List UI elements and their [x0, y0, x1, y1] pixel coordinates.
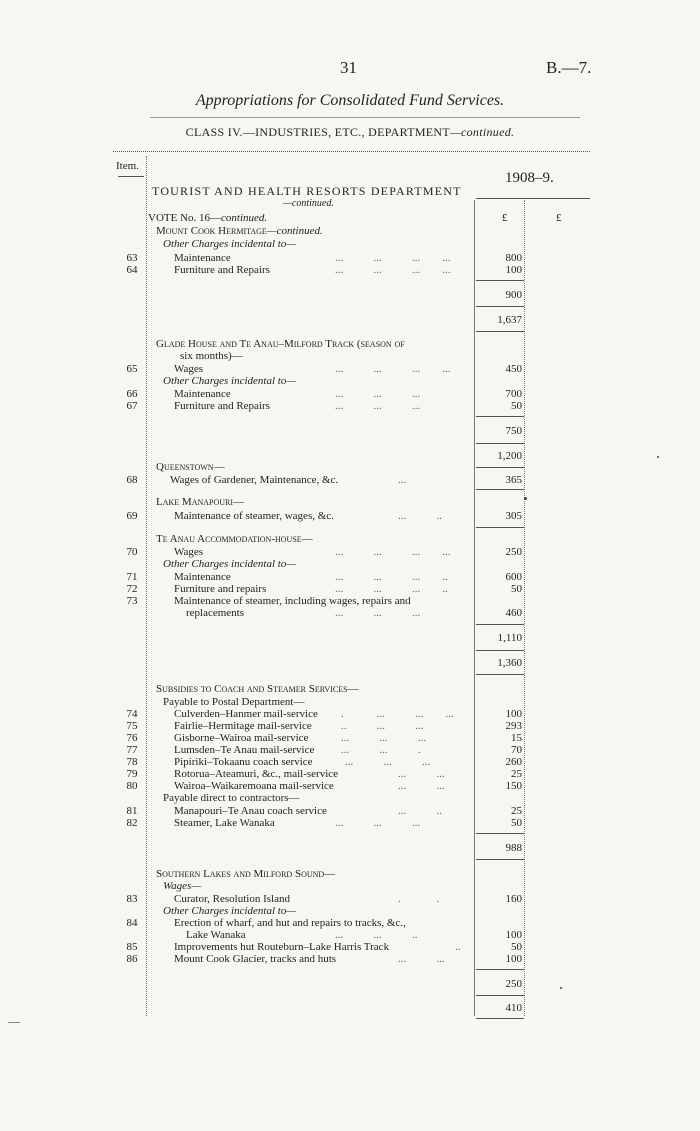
subtotal-amount: 1,110 [497, 632, 522, 644]
pound-sign-column-2: £ [556, 212, 562, 224]
list-item: 67 Furniture and Repairs ... ... ... 50 [126, 400, 522, 412]
total-rule [476, 995, 524, 996]
total-rule [476, 306, 524, 307]
document-code: B.—7. [546, 58, 592, 77]
total-rule [476, 527, 524, 528]
total-rule [476, 331, 524, 332]
total-amount: 1,360 [497, 657, 522, 669]
total-rule [476, 443, 524, 444]
list-item: 80 Wairoa–Waikaremoana mail-service ... ... 150 [126, 780, 522, 792]
subheading-other-charges: Other Charges incidental to— [163, 558, 297, 570]
item-header-underline [118, 176, 144, 177]
section-heading-te-anau: Te Anau Accommodation-house— [156, 533, 313, 545]
subtotal-amount: 900 [505, 289, 522, 301]
subtotal-amount: 250 [505, 978, 522, 990]
ink-dot [524, 497, 527, 500]
list-item: 71 Maintenance ... ... ... .. 600 [126, 571, 522, 583]
pound-sign-column-1: £ [502, 212, 508, 224]
subheading-wages: Wages— [163, 880, 202, 892]
list-item: 66 Maintenance ... ... ... 700 [126, 388, 522, 400]
section-heading-glade-house-cont: six months)— [180, 350, 243, 362]
total-rule [476, 650, 524, 651]
list-item: 75 Fairlie–Hermitage mail-service .. ... ... 293 [126, 720, 522, 732]
list-item: 63 Maintenance ... ... ... ... 800 [126, 252, 522, 264]
margin-mark [8, 1022, 20, 1023]
total-rule [476, 833, 524, 834]
title-rule [150, 117, 580, 118]
list-item: 86 Mount Cook Glacier, tracks and huts ... ... 100 [126, 953, 522, 965]
item-column-header: Item. [116, 160, 139, 172]
subheading-postal: Payable to Postal Department— [163, 696, 305, 708]
list-item: replacements ... ... ... 460 [186, 607, 522, 619]
subheading-other-charges: Other Charges incidental to— [163, 238, 297, 250]
list-item: 74 Culverden–Hanmer mail-service . ... ... ... 100 [126, 708, 522, 720]
list-item: Lake Wanaka ... ... .. 100 [186, 929, 522, 941]
subheading-direct-contractors: Payable direct to contractors— [163, 792, 300, 804]
list-item: 78 Pipiriki–Tokaanu coach service ... ... ... 260 [126, 756, 522, 768]
subtotal-rule [476, 969, 524, 970]
section-heading-queenstown: Queenstown— [156, 461, 225, 473]
vote-heading: VOTE No. 16—continued. [148, 212, 268, 224]
page-title: Appropriations for Consolidated Fund Services. [195, 92, 505, 109]
total-amount: 988 [505, 842, 522, 854]
list-item: 82 Steamer, Lake Wanaka ... ... ... 50 [126, 817, 522, 829]
total-amount: 1,637 [497, 314, 522, 326]
list-item: 85 Improvements hut Routeburn–Lake Harris Track .. 50 [126, 941, 522, 953]
list-item: 76 Gisborne–Wairoa mail-service ... ... ... 15 [126, 732, 522, 744]
section-heading-glade-house: Glade House and Te Anau–Milford Track (season of [156, 338, 405, 350]
list-item: 84 Erection of wharf, and hut and repairs to tracks, &c., [126, 917, 406, 929]
year-underline [476, 198, 590, 199]
list-item: 65 Wages ... ... ... ... 450 [126, 363, 522, 375]
list-item: 81 Manapouri–Te Anau coach service ... .. 25 [126, 805, 522, 817]
total-rule [476, 467, 524, 468]
list-item: 68 Wages of Gardener, Maintenance, &c. ... 365 [126, 474, 522, 486]
total-amount: 410 [505, 1002, 522, 1014]
list-item: 79 Rotorua–Ateamuri, &c., mail-service ... ... 25 [126, 768, 522, 780]
year-header: 1908–9. [505, 170, 554, 186]
list-item: 72 Furniture and repairs ... ... ... .. 50 [126, 583, 522, 595]
total-rule [476, 1018, 524, 1019]
list-item: 77 Lumsden–Te Anau mail-service ... ... . 70 [126, 744, 522, 756]
subheading-other-charges: Other Charges incidental to— [163, 905, 297, 917]
class-heading: CLASS IV.—INDUSTRIES, ETC., DEPARTMENT—continued. [185, 125, 515, 139]
department-name: TOURIST AND HEALTH RESORTS DEPARTMENT [152, 184, 462, 198]
section-heading-lake-manapouri: Lake Manapouri— [156, 496, 245, 508]
list-item: 83 Curator, Resolution Island . . 160 [126, 893, 522, 905]
total-amount: 1,200 [497, 450, 522, 462]
subtotal-rule [476, 416, 524, 417]
section-heading-southern-lakes: Southern Lakes and Milford Sound— [156, 868, 336, 880]
table-top-rule [113, 151, 590, 152]
list-item: 64 Furniture and Repairs ... ... ... ... 100 [126, 264, 522, 276]
subtotal-amount: 750 [505, 425, 522, 437]
section-heading-hermitage: Mount Cook Hermitage—continued. [156, 225, 323, 237]
subheading-other-charges: Other Charges incidental to— [163, 375, 297, 387]
total-rule [476, 859, 524, 860]
total-rule [476, 674, 524, 675]
page-number: 31 [340, 58, 357, 77]
list-item: 73 Maintenance of steamer, including wages, repairs and [126, 595, 411, 607]
section-heading-subsidies: Subsidies to Coach and Steamer Services— [156, 683, 359, 695]
subtotal-rule [476, 624, 524, 625]
department-continued: —continued. [283, 198, 334, 209]
list-item: 70 Wages ... ... ... ... 250 [126, 546, 522, 558]
margin-speck [657, 456, 659, 458]
list-item: 69 Maintenance of steamer, wages, &c. ... .. 305 [126, 510, 522, 522]
total-rule [476, 489, 524, 490]
margin-speck [560, 987, 562, 989]
subtotal-rule [476, 280, 524, 281]
